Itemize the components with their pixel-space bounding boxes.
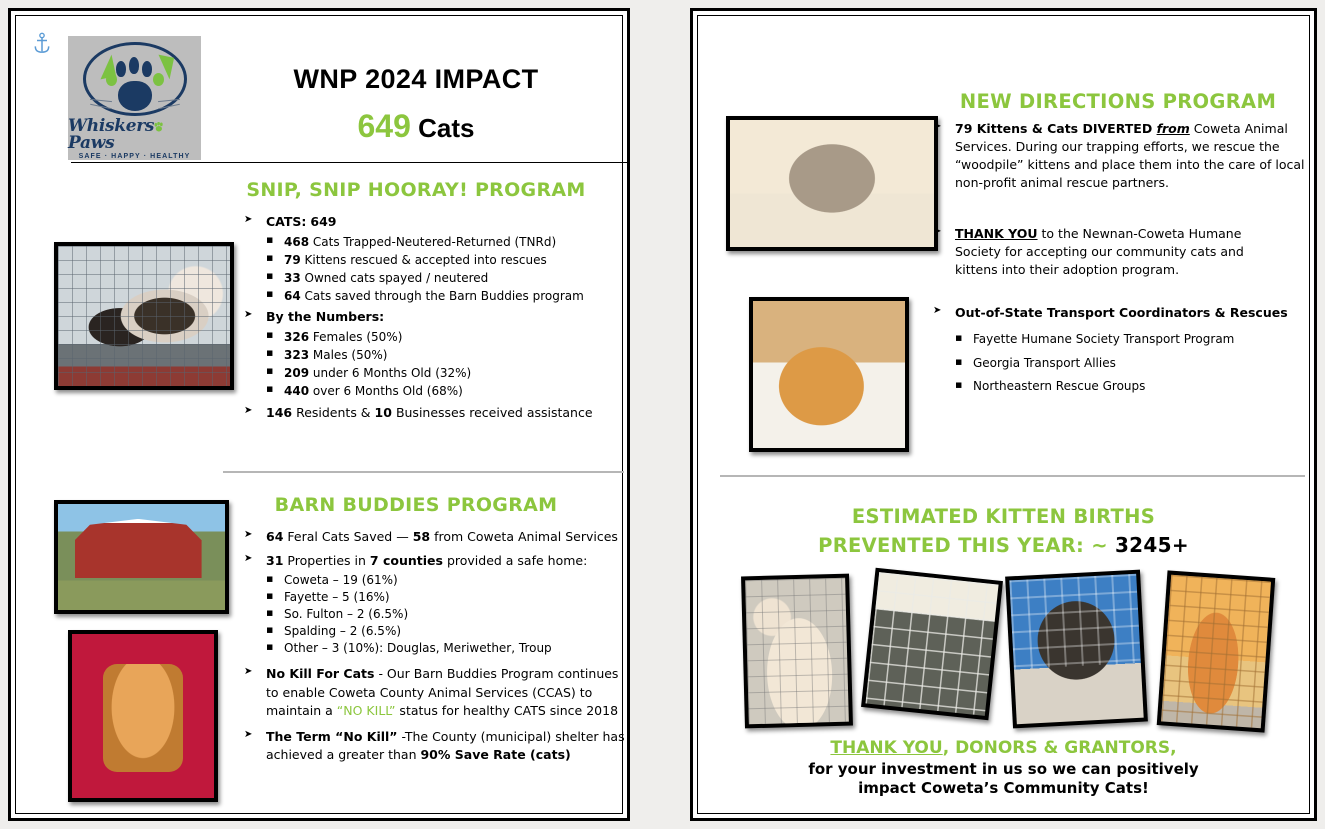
cat-face-logo-icon [83,42,187,116]
gray-tabby-on-blanket-photo [726,116,938,251]
new-directions-heading: NEW DIRECTIONS PROGRAM [959,90,1277,113]
document-page-right [690,8,1317,821]
photo-image [865,572,998,716]
item-number: 440 [284,384,310,399]
item-text: Females (50%) [312,330,403,345]
list-item [244,364,626,382]
section-divider-right [720,475,1305,477]
estimated-births-line-2 [698,533,1309,557]
county-row: So. Fulton – 2 (6.5%) [284,607,409,622]
county-row: Fayette – 5 (16%) [284,590,390,605]
calico-cat-in-crate-photo [54,242,234,390]
item-value: 649 [310,214,337,229]
photo-image [730,120,934,247]
transport-row: Fayette Humane Society Transport Program [973,332,1235,347]
black-cat-blue-cage-photo [1005,570,1148,729]
snip-subitems-b [244,328,626,400]
snip-program-heading: SNIP, SNIP HOORAY! PROGRAM [246,179,586,201]
list-item [244,233,626,251]
estimate-number: 3245+ [1114,533,1189,557]
list-item [244,308,626,326]
snip-items [244,213,626,231]
list-item [933,304,1303,322]
snip-bullet-list [244,213,626,424]
orange-tabby-cage-photo [1157,570,1276,732]
new-directions-list-2 [933,225,1273,281]
photo-image [58,504,225,610]
closing-donors: , DONORS & GRANTORS, [942,738,1177,758]
paw-toe-1 [116,61,126,77]
header-count-line [206,108,626,145]
anchor-icon [32,32,52,54]
list-item [244,328,626,346]
feral-text-2: from Coweta Animal Services [434,529,618,544]
properties-text-2: provided a safe home: [446,553,588,569]
term-lead: The Term “No Kill” [266,728,398,744]
logo-word-left: Whiskers [68,116,155,136]
snip-assistance-line [244,404,626,422]
transport-row: Georgia Transport Allies [973,355,1116,370]
properties-text: Properties in [287,553,366,569]
cat-eye-right-icon [153,73,164,86]
logo-tagline: SAFE · HAPPY · HEALTHY [78,153,191,160]
red-barn-photo [54,500,229,614]
no-kill-quote: “NO KILL” [336,702,396,718]
item-text: Kittens rescued & accepted into rescues [304,253,547,268]
no-kill-text-2: status for healthy CATS since 2018 [395,702,619,718]
estimate-label: PREVENTED THIS YEAR: ~ [818,534,1108,557]
county-row: Coweta – 19 (61%) [284,573,398,588]
item-number: 468 [284,235,310,250]
thank-you-humane-item [933,225,1273,279]
cat-eye-left-icon [106,73,117,86]
closing-line-1 [698,738,1309,758]
closing-line-3: impact Coweta’s Community Cats! [858,779,1149,797]
thank-you-rest: to the Newnan-Coweta Humane Society for accepting our community cats and kittens into their adoption program. [955,226,1244,278]
barn-bullet-list [244,528,629,766]
list-item [933,225,1273,279]
barn-buddies-heading: BARN BUDDIES PROGRAM [274,494,558,516]
item-text: Owned cats spayed / neutered [304,271,489,286]
list-item [244,346,626,364]
whisker-4 [158,104,180,110]
county-row: Spalding – 2 (6.5%) [284,624,402,639]
item-number: 33 [284,271,301,286]
diverted-rest: Coweta Animal Services. During our trapping efforts, we rescue the “woodpile” kittens and place them into the care of local non-profit animal rescue partners. [955,121,1305,191]
snip-by-the-numbers [244,308,626,326]
page-left-inner-border [15,15,623,814]
paw-print-icon [118,81,152,111]
no-kill-text-1: - Our Barn Buddies Program continues to enable Coweta County Animal Services (CCAS) to maintain a [266,666,619,718]
list-item [244,728,629,764]
diverted-from: from [1156,121,1190,136]
counties-count: 7 counties [369,553,443,569]
list-item [244,606,629,623]
list-item [244,552,629,570]
item-number: 209 [284,366,310,381]
list-item [933,328,1303,351]
small-paw-icon [154,119,165,129]
barn-term-item [244,728,629,764]
transport-sublist [933,328,1303,398]
save-rate: 90% Save Rate (cats) [420,746,571,762]
list-item [244,640,629,657]
transport-item [933,304,1303,322]
item-number: 326 [284,330,310,345]
list-item [244,404,626,422]
list-item [244,382,626,400]
whisker-1 [90,99,112,102]
paw-toe-3 [142,61,152,77]
item-text: Cats saved through the Barn Buddies program [304,289,584,304]
estimated-births-line-1: ESTIMATED KITTEN BIRTHS [851,505,1156,528]
barn-no-kill-item [244,665,629,719]
whiskers-paws-logo [68,36,201,160]
photo-image [1009,574,1143,724]
properties-count: 31 [266,553,284,569]
county-row: Other – 3 (10%): Douglas, Meriwether, Troup [284,641,552,656]
no-kill-lead: No Kill For Cats [266,666,375,682]
item-number: 323 [284,348,310,363]
new-directions-list-3 [933,304,1303,398]
cat-under-curtain-photo [861,568,1003,721]
total-cats-number: 649 [357,108,411,144]
list-item [244,665,629,719]
residents-count: 146 [266,405,293,421]
businesses-count: 10 [374,405,392,421]
header-divider [71,162,628,163]
new-directions-list-1 [933,120,1313,195]
snip-subitems-a [244,233,626,305]
diverted-lead: 79 Kittens & Cats DIVERTED [955,121,1157,136]
item-number: 64 [284,289,301,304]
section-divider-left [223,471,624,473]
closing-line-2: for your investment in us so we can positively [808,760,1199,778]
white-longhair-cat-photo [741,574,853,729]
page-right-inner-border [697,15,1310,814]
logo-wordmark [68,118,201,152]
list-item [244,589,629,606]
list-item [933,352,1303,375]
feral-text: Feral Cats Saved — [287,529,409,544]
item-text: Males (50%) [312,348,388,363]
barn-counties-list [244,572,629,657]
list-item [244,251,626,269]
diverted-item [933,120,1313,193]
item-text: over 6 Months Old (68%) [312,384,463,399]
photo-image [72,634,214,798]
photo-image [1161,575,1271,729]
residents-text: Residents & [296,405,371,421]
logo-word-right: Paws [68,133,115,153]
list-item [244,572,629,589]
orange-kitten-in-red-box-photo [68,630,218,802]
item-number: 79 [284,253,301,268]
feral-ccas-count: 58 [412,529,431,544]
list-item [244,287,626,305]
photo-image [745,578,849,725]
list-item [244,528,629,546]
thank-you-label: THANK YOU [955,226,1038,241]
closing-thank-you: THANK YOU [830,738,943,758]
businesses-text: Businesses received assistance [395,405,593,421]
item-text: under 6 Months Old (32%) [312,366,472,381]
page-title: WNP 2024 IMPACT [293,64,539,94]
item-label: CATS: [266,214,307,229]
transport-row: Northeastern Rescue Groups [973,378,1146,393]
whisker-2 [90,104,112,110]
ginger-tabby-on-fleece-photo [749,297,909,452]
item-label: By the Numbers: [266,309,385,325]
total-cats-label: Cats [418,113,475,143]
photo-image [58,246,230,386]
document-page-left [8,8,630,821]
list-item [244,269,626,287]
barn-properties-item [244,552,629,570]
list-item [244,213,626,231]
whisker-3 [158,99,180,102]
feral-count: 64 [266,529,284,544]
barn-feral-item [244,528,629,546]
list-item [933,120,1313,193]
closing-message [698,738,1309,797]
paw-toe-2 [129,57,139,74]
list-item [244,623,629,640]
transport-heading: Out-of-State Transport Coordinators & Rescues [955,305,1288,320]
term-text: -The County (municipal) shelter has achieved a greater than [266,728,625,762]
item-text: Cats Trapped-Neutered-Returned (TNRd) [312,235,557,250]
photo-image [753,301,905,448]
list-item [933,375,1303,398]
